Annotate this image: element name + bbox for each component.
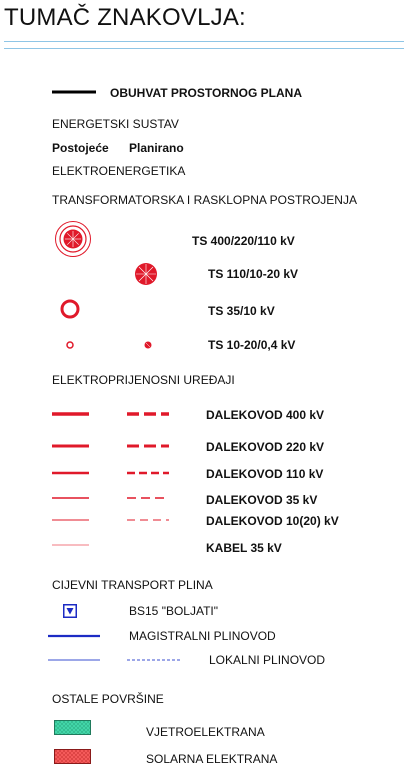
gas-station-symbol (63, 604, 77, 618)
gas-local-planned-symbol (127, 657, 181, 663)
gas-section-heading: CIJEVNI TRANSPORT PLINA (52, 578, 213, 592)
gas-station-label: BS15 "BOLJATI" (129, 604, 218, 618)
existing-column-label: Postojeće (52, 141, 109, 155)
ts-400-label: TS 400/220/110 kV (192, 234, 295, 248)
dalekovod-220-label: DALEKOVOD 220 kV (206, 440, 325, 454)
boundary-line-symbol (52, 88, 96, 96)
dalekovod-110-label: DALEKOVOD 110 kV (206, 467, 324, 481)
dalekovod-35-label: DALEKOVOD 35 kV (206, 493, 318, 507)
boundary-label: OBUHVAT PROSTORNOG PLANA (110, 86, 303, 100)
electro-section-heading: ELEKTROENERGETIKA (52, 164, 186, 178)
substations-section-heading: TRANSFORMATORSKA I RASKLOPNA POSTROJENJA (52, 193, 357, 207)
dalekovod-35-symbol (52, 494, 170, 502)
wind-farm-area-symbol (54, 720, 92, 736)
planned-column-label: Planirano (129, 141, 184, 155)
wind-farm-label: VJETROELEKTRANA (146, 725, 265, 739)
other-section-heading: OSTALE POVRŠINE (52, 692, 164, 706)
kabel-35-symbol (52, 541, 92, 549)
ts-110-label: TS 110/10-20 kV (208, 267, 299, 281)
lines-section-heading: ELEKTROPRIJENOSNI UREĐAJI (52, 373, 235, 387)
gas-local-label: LOKALNI PLINOVOD (209, 653, 326, 667)
energy-section-heading: ENERGETSKI SUSTAV (52, 117, 179, 131)
dalekovod-400-symbol (52, 410, 170, 418)
kabel-35-label: KABEL 35 kV (206, 541, 282, 555)
gas-main-label: MAGISTRALNI PLINOVOD (129, 629, 276, 643)
gas-local-existing-symbol (48, 657, 102, 663)
ts-10-existing-symbol (65, 340, 75, 350)
solar-plant-area-symbol (54, 749, 92, 765)
ts-35-symbol (60, 299, 80, 319)
dalekovod-10-symbol (52, 516, 170, 524)
gas-main-symbol (48, 633, 102, 639)
dalekovod-220-symbol (52, 442, 170, 450)
solar-plant-label: SOLARNA ELEKTRANA (146, 752, 278, 766)
title-rule-top (4, 41, 404, 42)
ts-10-planned-symbol (143, 340, 153, 350)
ts-35-label: TS 35/10 kV (208, 304, 275, 318)
title-rule-bottom (4, 48, 404, 49)
legend-title: TUMAČ ZNAKOVLJA: (4, 4, 246, 31)
dalekovod-400-label: DALEKOVOD 400 kV (206, 408, 325, 422)
ts-110-symbol (134, 262, 158, 286)
ts-400-symbol (54, 220, 92, 258)
dalekovod-10-label: DALEKOVOD 10(20) kV (206, 514, 339, 528)
dalekovod-110-symbol (52, 469, 170, 477)
ts-10-label: TS 10-20/0,4 kV (208, 338, 296, 352)
